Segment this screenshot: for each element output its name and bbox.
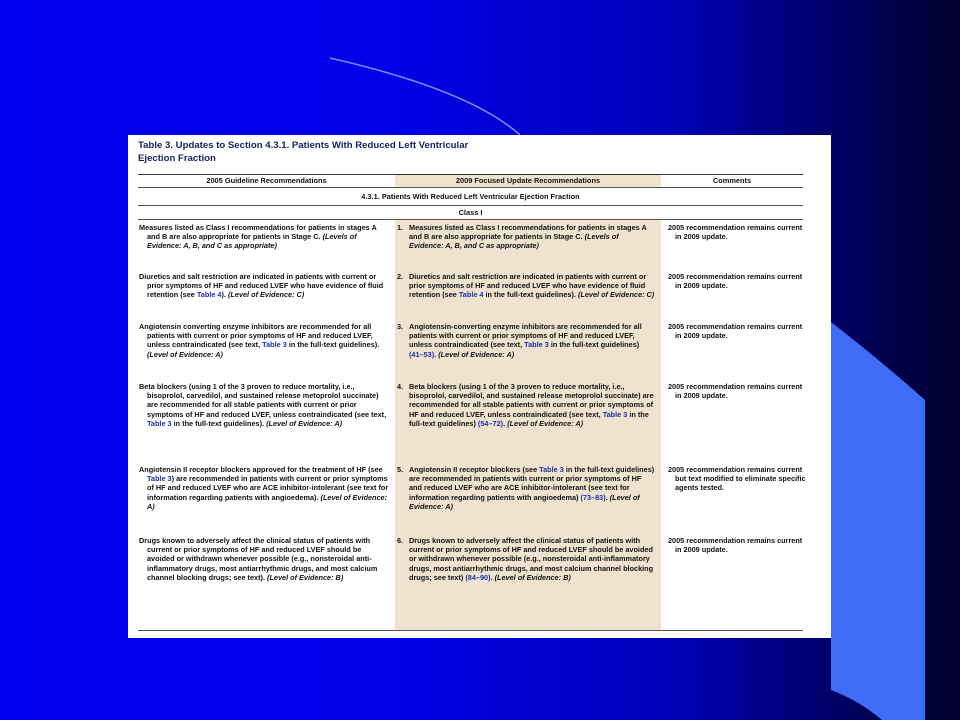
table-card — [128, 135, 831, 638]
table-title — [138, 139, 558, 165]
section-heading: 4.3.1. Patients With Reduced Left Ventricular Ejection Fraction — [361, 192, 580, 201]
row4-2009: 4. Beta blockers (using 1 of the 3 proven to reduce mortality, i.e., bisoprolol, carvedilol, and sustained release metoprolol succinate) are recommended for all stable patients with current or prior symptoms of HF and reduced LVEF, unless contraindicated (see text, Table 3 in the full-text guidelines) (54–72). (Level of Evidence: A) — [397, 382, 654, 428]
row6-comment: 2005 recommendation remains current in 2009 update. — [668, 536, 803, 555]
table-reference-link[interactable]: Table 3 — [147, 474, 172, 484]
table-reference-link[interactable]: Table 4 — [196, 290, 222, 300]
table-reference-link[interactable]: Table 3 — [539, 465, 564, 474]
rec-number: 1. — [397, 223, 404, 232]
evidence-level: (Level of Evidence: C) — [228, 290, 305, 300]
row4-2005: Beta blockers (using 1 of the 3 proven to reduce mortality, i.e., bisoprolol, carvedilol, and sustained release metoprolol succinate) are recommended for all stable patients with current or prior symptoms of HF and reduced LVEF, unless contraindicated (see text, Table 3 in the full-text guidelines). (Level of Evidence: A) — [139, 382, 387, 428]
row1-2005: Measures listed as Class I recommendations for patients in stages A and B are also appropriate for patients in Stage C. (Levels of Evidence: A, B, and C as appropriate) — [139, 223, 377, 251]
class-rule — [138, 219, 803, 220]
rec-number: 2. — [397, 272, 404, 281]
table-bottom-rule — [138, 630, 803, 631]
class-heading: Class I — [458, 208, 483, 217]
column-header-2009: 2009 Focused Update Recommendations — [455, 176, 601, 185]
table-title-line1: Table 3. Updates to Section 4.3.1. Patients With Reduced Left Ventricular — [138, 140, 469, 151]
evidence-level: (Level of Evidence: C) — [577, 290, 655, 300]
rec-number: 6. — [397, 536, 404, 545]
column-header-2005: 2005 Guideline Recommendations — [206, 176, 327, 185]
row5-comment: 2005 recommendation remains current but text modified to eliminate specific agents tested. — [668, 465, 806, 493]
table-reference-link[interactable]: Table 4 — [458, 290, 484, 300]
row6-2009: 6. Drugs known to adversely affect the clinical status of patients with current or prior symptoms of HF and reduced LVEF should be avoided or withdrawn whenever possible (e.g., nonsteroidal anti-inflammatory drugs, most antiarrhythmic drugs, and most calcium channel blocking drugs; see text) (84–90). (Level of Evidence: B) — [397, 536, 654, 582]
slide-arc-line — [330, 58, 520, 135]
row1-comment: 2005 recommendation remains current in 2009 update. — [668, 223, 803, 242]
row6-2005: Drugs known to adversely affect the clinical status of patients with current or prior symptoms of HF and reduced LVEF should be avoided or withdrawn whenever possible (e.g., nonsteroidal anti-inflammatory drugs, most antiarrhythmic drugs, and most calcium channel blocking drugs; see text). (Level of Evidence: B) — [139, 536, 378, 582]
evidence-level: (Levels of Evidence: A, B, and C as appropriate) — [409, 232, 619, 251]
evidence-level: (Level of Evidence: A) — [409, 492, 640, 511]
citation-link[interactable]: (54–72) — [477, 418, 504, 428]
row2-2009: 2. Diuretics and salt restriction are indicated in patients with current or prior symptoms of HF and reduced LVEF who have evidence of fluid retention (see Table 4 in the full-text guidelines). (Level of Evidence: C) — [397, 272, 655, 300]
row3-2005: Angiotensin converting enzyme inhibitors are recommended for all patients with current or prior symptoms of HF and reduced LVEF, unless contraindicated (see text, Table 3 in the full-text guidelines). (Level of Evidence: A) — [139, 322, 380, 359]
citation-link[interactable]: (84–90) — [465, 572, 491, 582]
evidence-level: (Level of Evidence: A) — [507, 418, 584, 428]
column-header-comments: Comments — [712, 176, 752, 185]
row5-2009: 5. Angiotensin II receptor blockers (see Table 3 in the full-text guidelines) are recommended in patients with current or prior symptoms of HF and reduced LVEF who are ACE inhibitor-intolerant (see text for information regarding patients with angioedema) (73–83). (Level of Evidence: A) — [397, 465, 655, 511]
evidence-level: (Level of Evidence: B) — [267, 572, 344, 582]
table-title-line2: Ejection Fraction — [138, 153, 216, 164]
rec-number: 4. — [397, 382, 404, 391]
evidence-level: (Level of Evidence: A) — [438, 349, 515, 359]
table-reference-link[interactable]: Table 3 — [147, 418, 172, 428]
section-rule — [138, 205, 803, 206]
citation-link[interactable]: (73–83) — [580, 492, 606, 502]
row4-comment: 2005 recommendation remains current in 2009 update. — [668, 382, 803, 401]
table-reference-link[interactable]: Table 3 — [602, 409, 628, 419]
row3-comment: 2005 recommendation remains current in 2009 update. — [668, 322, 803, 341]
evidence-level: (Levels of Evidence: A, B, and C as appropriate) — [147, 232, 357, 251]
evidence-level: (Level of Evidence: A) — [147, 349, 223, 359]
row5-2005: Angiotensin II receptor blockers approved for the treatment of HF (see Table 3) are recommended in patients with current or prior symptoms of HF and reduced LVEF who are ACE inhibitor-intolerant (see text for information regarding patients with angioedema). (Level of Evidence: A) — [139, 465, 389, 511]
table-reference-link[interactable]: Table 3 — [262, 340, 287, 350]
evidence-level: (Level of Evidence: A) — [266, 418, 343, 428]
header-rule — [138, 187, 803, 188]
evidence-level: (Level of Evidence: B) — [494, 572, 571, 582]
table-reference-link[interactable]: Table 3 — [524, 340, 549, 350]
rec-number: 5. — [397, 465, 404, 474]
citation-link[interactable]: (41–53) — [409, 349, 435, 359]
row2-2005: Diuretics and salt restriction are indicated in patients with current or prior symptoms of HF and reduced LVEF who have evidence of fluid retention (see Table 4). (Level of Evidence: C) — [139, 272, 384, 300]
evidence-level: (Level of Evidence: A) — [147, 492, 388, 511]
row1-2009: 1. Measures listed as Class I recommendations for patients in stages A and B are also appropriate for patients in Stage C. (Levels of Evidence: A, B, and C as appropriate) — [397, 223, 647, 251]
rec-number: 3. — [397, 322, 404, 331]
slide-accent-wedge — [831, 322, 925, 720]
row3-2009: 3. Angiotensin-converting enzyme inhibitors are recommended for all patients with current or prior symptoms of HF and reduced LVEF, unless contraindicated (see text, Table 3 in the full-text guidelines) (41–53). (Level of Evidence: A) — [397, 322, 642, 359]
row2-comment: 2005 recommendation remains current in 2009 update. — [668, 272, 803, 291]
